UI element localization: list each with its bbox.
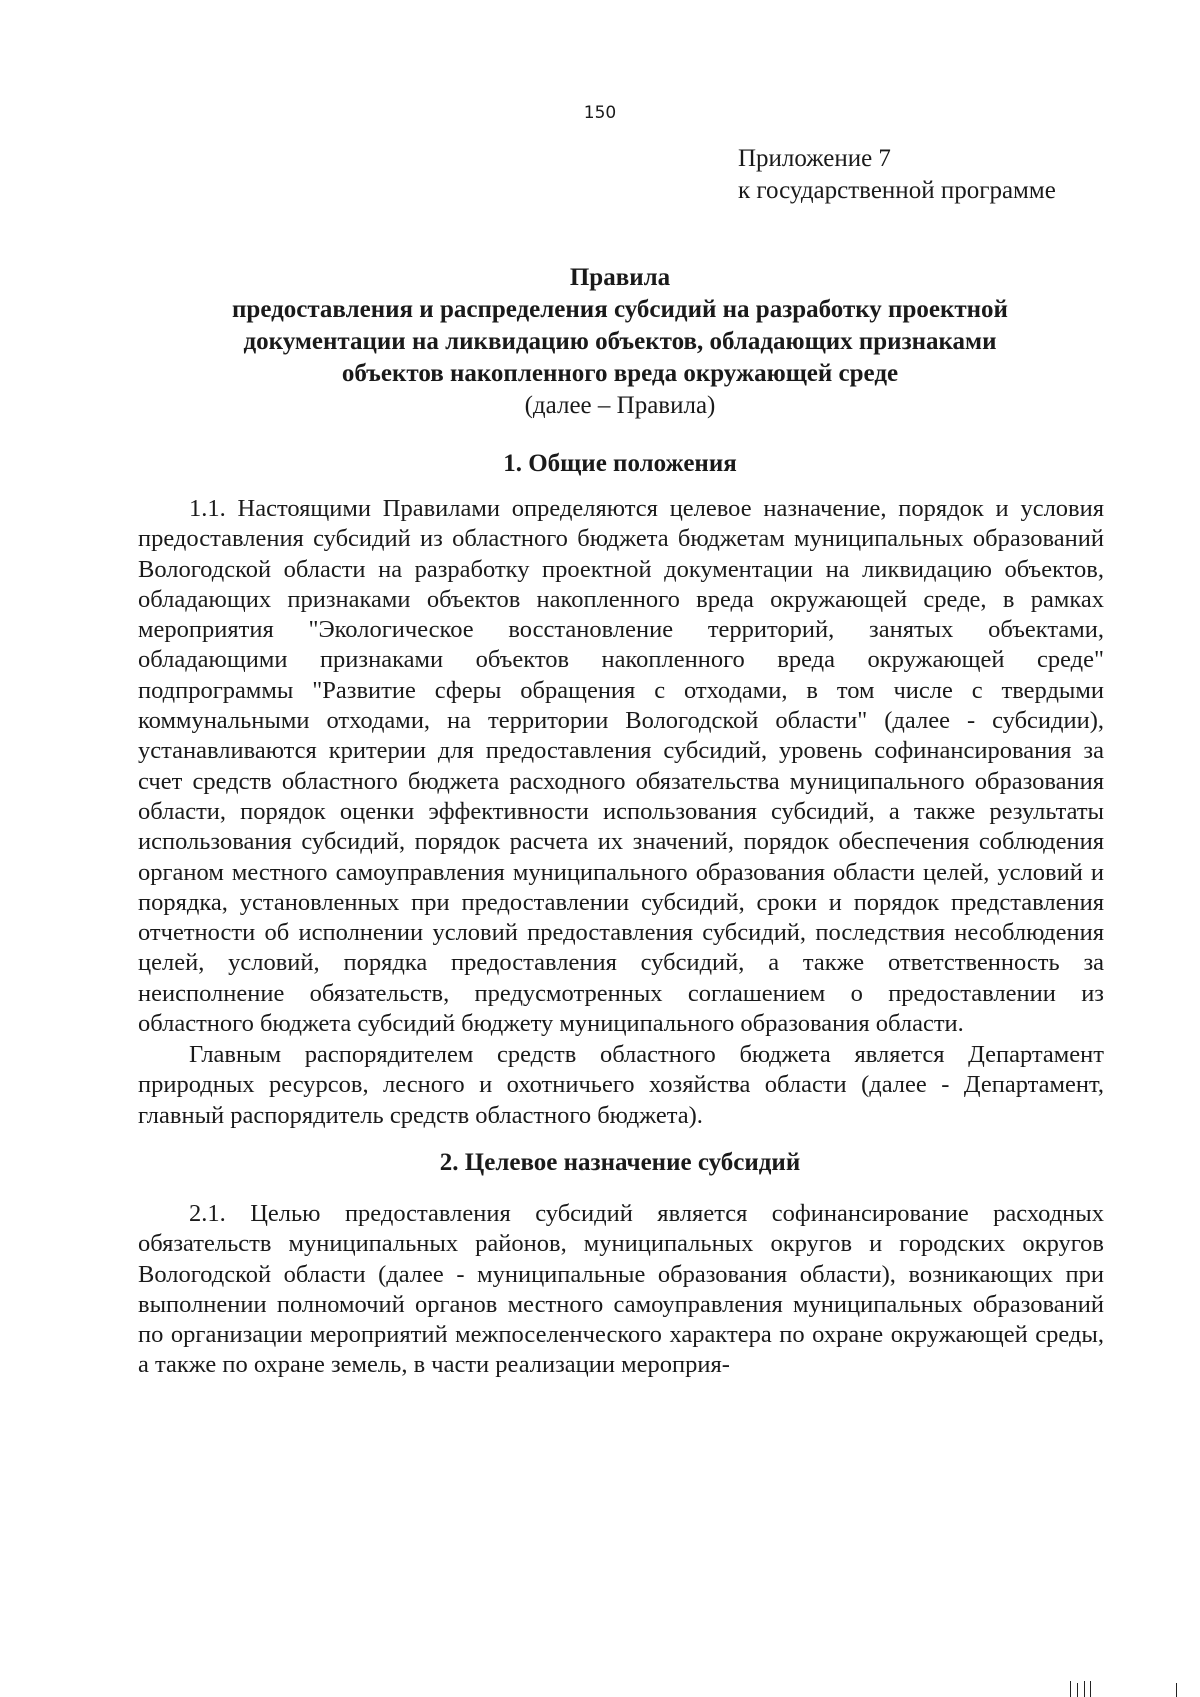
appendix-line-1: Приложение 7: [738, 145, 891, 172]
title-line-5: (далее – Правила): [524, 392, 716, 419]
scan-mark: [1090, 1681, 1091, 1697]
section-2-heading: 2. Целевое назначение субсидий: [439, 1149, 801, 1176]
scan-mark: [1077, 1683, 1078, 1697]
document-title: [140, 262, 1100, 422]
section-2-paragraph-1: 2.1. Целью предоставления субсидий является софинансирование расходных обязательств муниципальных районов, муниципальных округов и городских округов Вологодской области (далее - муниципальные образования области), возникающих при выполнении полномочий органов местного самоуправления муниципальных образований по организации мероприятий межпоселенческого характера по охране окружающей среды, а также по охране земель, в части реализации мероприя-: [138, 1200, 1104, 1379]
appendix-note: [738, 143, 1056, 207]
title-line-4: объектов накопленного вреда окружающей среде: [341, 360, 899, 387]
title-line-2: предоставления и распределения субсидий на разработку проектной: [232, 296, 1008, 323]
section-1-paragraph-2: Главным распорядителем средств областного бюджета является Департамент природных ресурсов, лесного и охотничьего хозяйства области (далее - Департамент, главный распорядитель средств областного бюджета).: [138, 1041, 1104, 1129]
page-number: 150: [583, 103, 617, 123]
scan-mark: [1176, 1683, 1177, 1697]
scan-mark: [1084, 1681, 1085, 1697]
title-line-1: Правила: [569, 264, 671, 291]
section-1-paragraph-1: 1.1. Настоящими Правилами определяются целевое назначение, порядок и условия предоставления субсидий из областного бюджета бюджетам муниципальных образований Вологодской области на разработку проектной документации на ликвидацию объектов, обладающих признаками объектов накопленного вреда окружающей среде, в рамках мероприятия "Экологическое восстановление территорий, занятых объектами, обладающими признаками объектов накопленного вреда окружающей среде" подпрограммы "Развитие сферы обращения с отходами, в том числе с твердыми коммунальными отходами, на территории Вологодской области" (далее - субсидии), устанавливаются критерии для предоставления субсидий, уровень софинансирования за счет средств областного бюджета расходного обязательства муниципального образования области, порядок оценки эффективности использования субсидий, а также результаты использования субсидий, порядок расчета их значений, порядок обеспечения соблюдения органом местного самоуправления муниципального образования области целей, условий и порядка, установленных при предоставлении субсидий, сроки и порядок представления отчетности об исполнении условий предоставления субсидий, последствия несоблюдения целей, условий, порядка предоставления субсидий, а также ответственность за неисполнение обязательств, предусмотренных соглашением о предоставлении из областного бюджета субсидий бюджету муниципального образования области.: [138, 495, 1104, 1038]
section-1-heading: 1. Общие положения: [503, 450, 737, 477]
appendix-line-2: к государственной программе: [738, 177, 1056, 204]
scan-mark: [1070, 1681, 1071, 1697]
title-line-3: документации на ликвидацию объектов, обладающих признаками: [243, 328, 997, 355]
